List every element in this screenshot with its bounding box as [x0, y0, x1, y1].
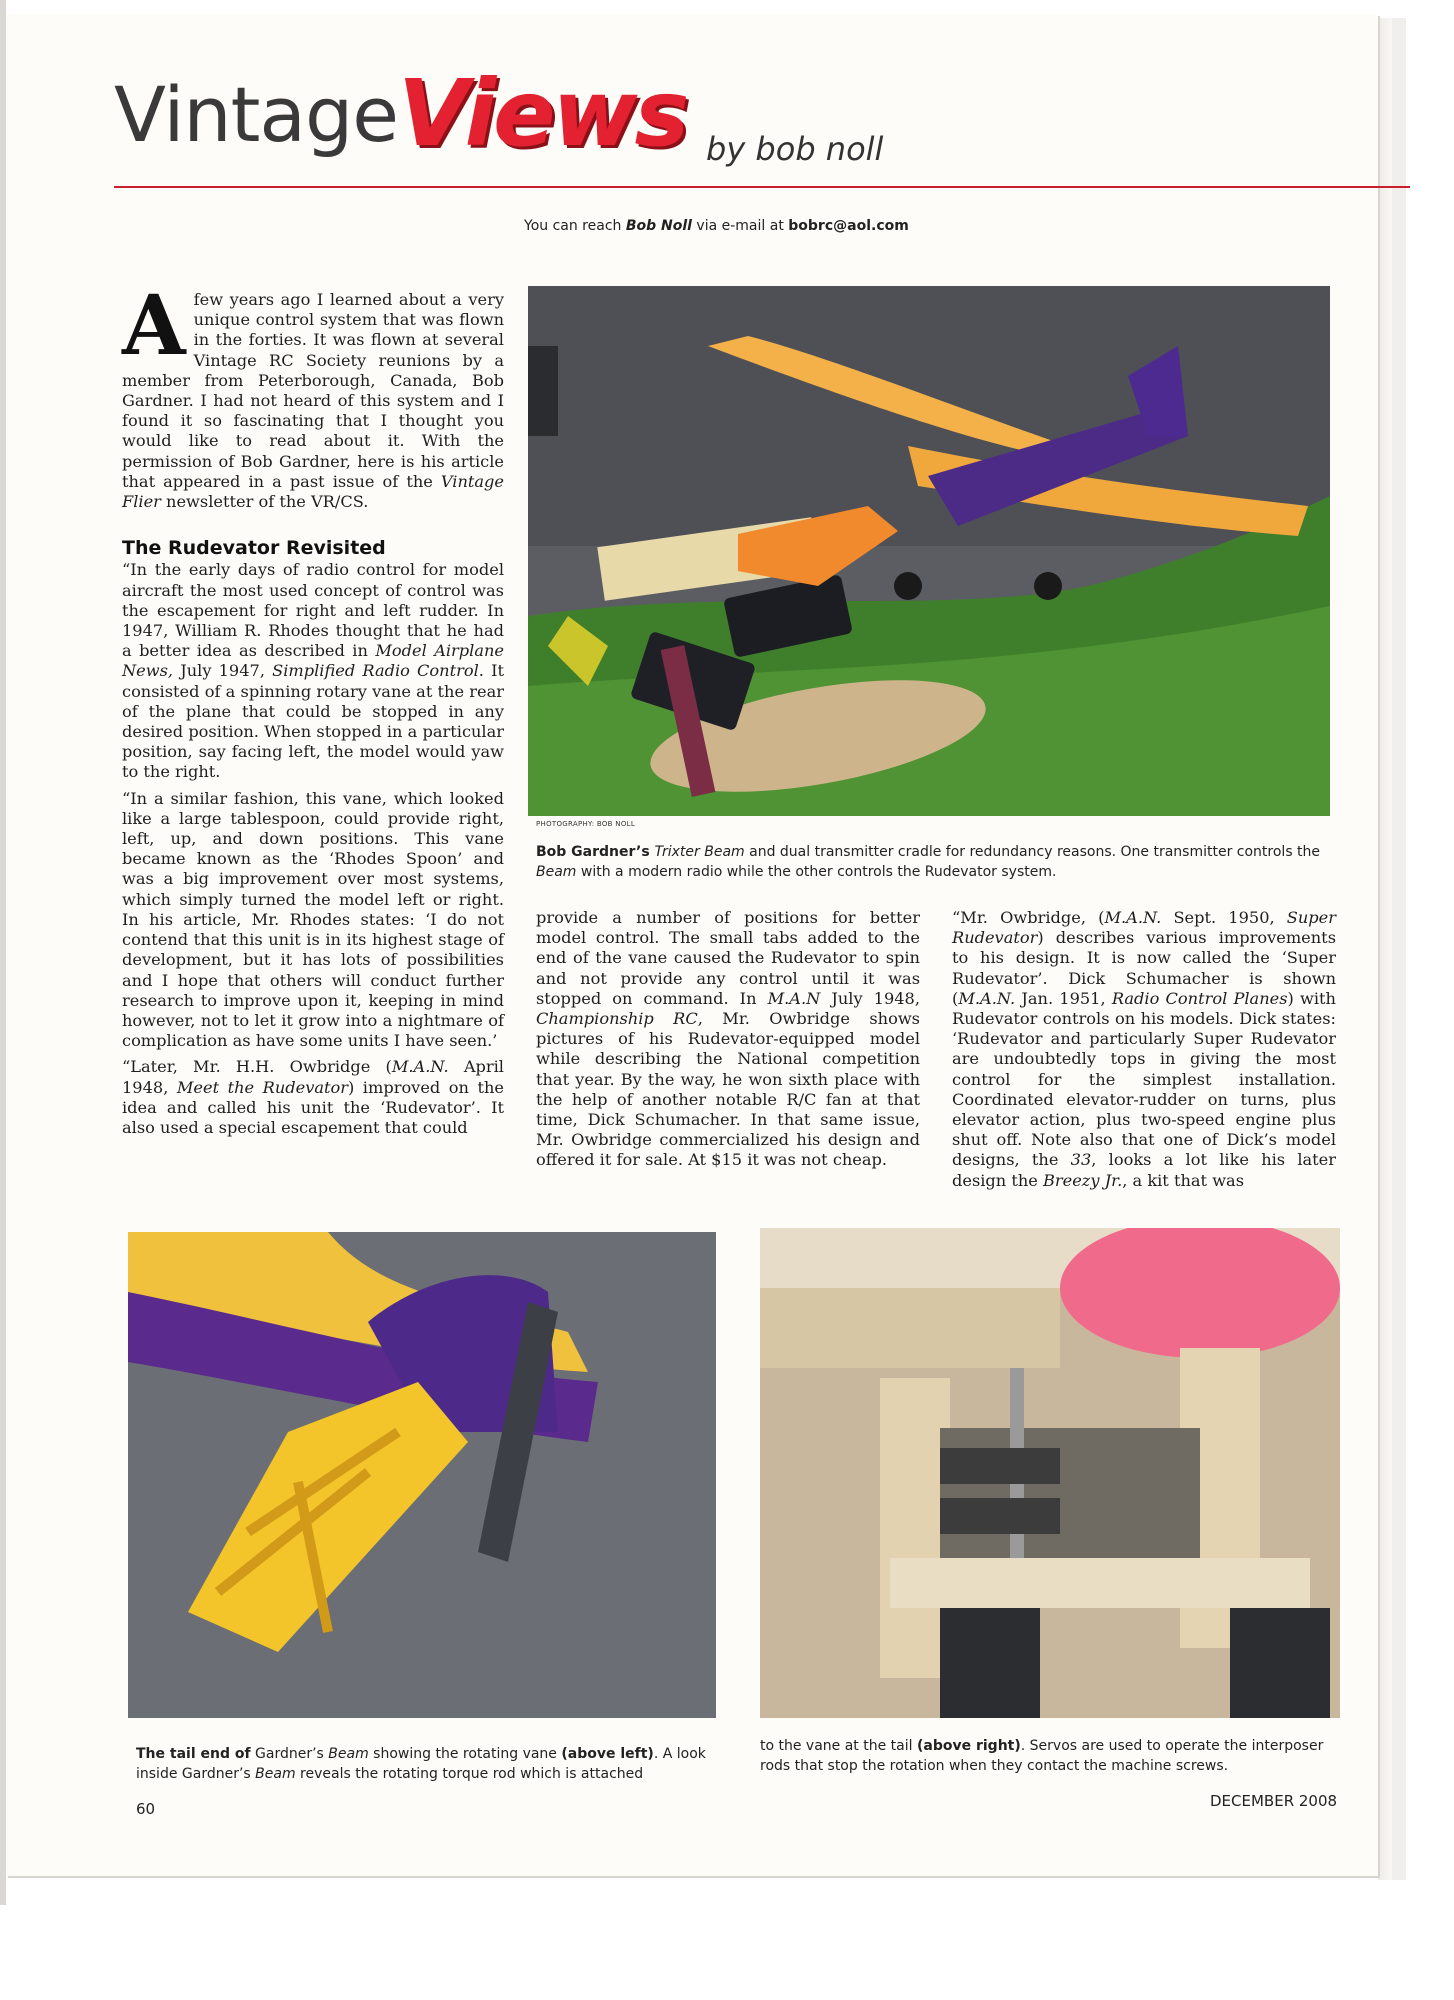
photo-caption-bottom-right: to the vane at the tail (above right). Servos are used to operate the interposer rods that stop the rotation when they contact the machine screws.: [760, 1738, 1324, 1774]
photo-caption-top: Bob Gardner’s Trixter Beam and dual transmitter cradle for redundancy reasons. One transmitter controls the Beam with a modern radio while the other controls the Rudevator system.: [536, 844, 1321, 880]
paragraph-4: provide a number of positions for better model control. The small tabs added to the end of the vane caused the Rudevator to spin and not provide any control until it was stopped on command. In M.A.N July 1948, Championship RC, Mr. Owbridge shows pictures of his Rudevator-equipped model while describing the National competition that year. By the way, he won sixth place with the help of another notable R/C fan at that time, Dick Schumacher. In that same issue, Mr. Owbridge commercialized his design and offered it for sale. At $15 it was not cheap.: [536, 908, 920, 1170]
paragraph-1: “In the early days of radio control for model aircraft the most used concept of control was the escapement for right and left rudder. In 1947, William R. Rhodes thought that he had a better idea as described in Model Airplane News, July 1947, Simplified Radio Control. It consisted of a spinning rotary vane at the rear of the plane that could be stopped in any desired position. When stopped in a particular position, say facing left, the model would yaw to the right.: [122, 560, 504, 782]
photo-caption-bottom-left: The tail end of Gardner’s Beam showing the rotating vane (above left). A look inside Gardner’s Beam reveals the rotating torque rod which is attached: [136, 1746, 706, 1782]
article-column-3: [952, 908, 1336, 1197]
photo-torque-rod: [760, 1228, 1340, 1718]
paragraph-3: “Later, Mr. H.H. Owbridge (M.A.N. April 1948, Meet the Rudevator) improved on the idea and called his unit the ‘Rudevator’. It also used a special escapement that could: [122, 1057, 504, 1137]
page-number: 60: [136, 1800, 156, 1818]
issue-date: DECEMBER 2008: [1210, 1792, 1338, 1810]
article-column-1: [122, 278, 504, 1144]
drop-cap: A: [122, 278, 186, 374]
page-edge: [1378, 18, 1392, 1880]
masthead-views: Views: [398, 60, 687, 167]
byline: by bob noll: [706, 130, 884, 168]
section-subhead: The Rudevator Revisited: [122, 537, 386, 560]
intro-paragraph: Afew years ago I learned about a very unique control system that was flown in the forties. It was flown at several Vintage RC Society reunions by a member from Peterborough, Canada, Bob Gardner. I had not heard of this system and I found it so fascinating that I thought you would like to read about it. With the permission of Bob Gardner, here is his article that appeared in a past issue of the Vintage Flier newsletter of the VR/CS.: [122, 278, 504, 512]
article-column-2: [536, 908, 920, 1177]
page-edge-2: [1392, 18, 1406, 1880]
photo-credit: PHOTOGRAPHY: BOB NOLL: [536, 820, 636, 828]
contact-line: You can reach Bob Noll via e-mail at bobrc@aol.com: [524, 218, 909, 234]
masthead-vintage: Vintage: [114, 70, 398, 159]
header-rule: [114, 186, 1410, 188]
paragraph-5: “Mr. Owbridge, (M.A.N. Sept. 1950, Super Rudevator) describes various improvements to his design. It is now called the ‘Super Rudevator’. Dick Schumacher is shown (M.A.N. Jan. 1951, Radio Control Planes) with Rudevator controls on his models. Dick states: ‘Rudevator and particularly Super Rudevator are undoubtedly tops in giving the most control for the simplest installation. Coordinated elevator-rudder on turns, plus elevator action, plus two-speed engine plus shut off. Note also that one of Dick’s model designs, the 33, looks a lot like his later design the Breezy Jr., a kit that was: [952, 908, 1337, 1190]
photo-tail-vane: [128, 1232, 716, 1718]
photo-trixter-beam: [528, 286, 1330, 816]
email-link[interactable]: bobrc@aol.com: [788, 218, 909, 234]
scan-margin-bottom: [0, 1905, 1454, 2000]
paragraph-2: “In a similar fashion, this vane, which looked like a large tablespoon, could provide right, left, up, and down positions. This vane became known as the ‘Rhodes Spoon’ and was a big improvement over most systems, which simply turned the model left or right. In his article, Mr. Rhodes states: ‘I do not contend that this unit is in its highest stage of development, but it has lots of possibilities and I hope that others will conduct further research to improve upon it, keeping in mind however, not to let it grow into a nightmare of complication as have some units I have seen.’: [122, 788, 504, 1051]
